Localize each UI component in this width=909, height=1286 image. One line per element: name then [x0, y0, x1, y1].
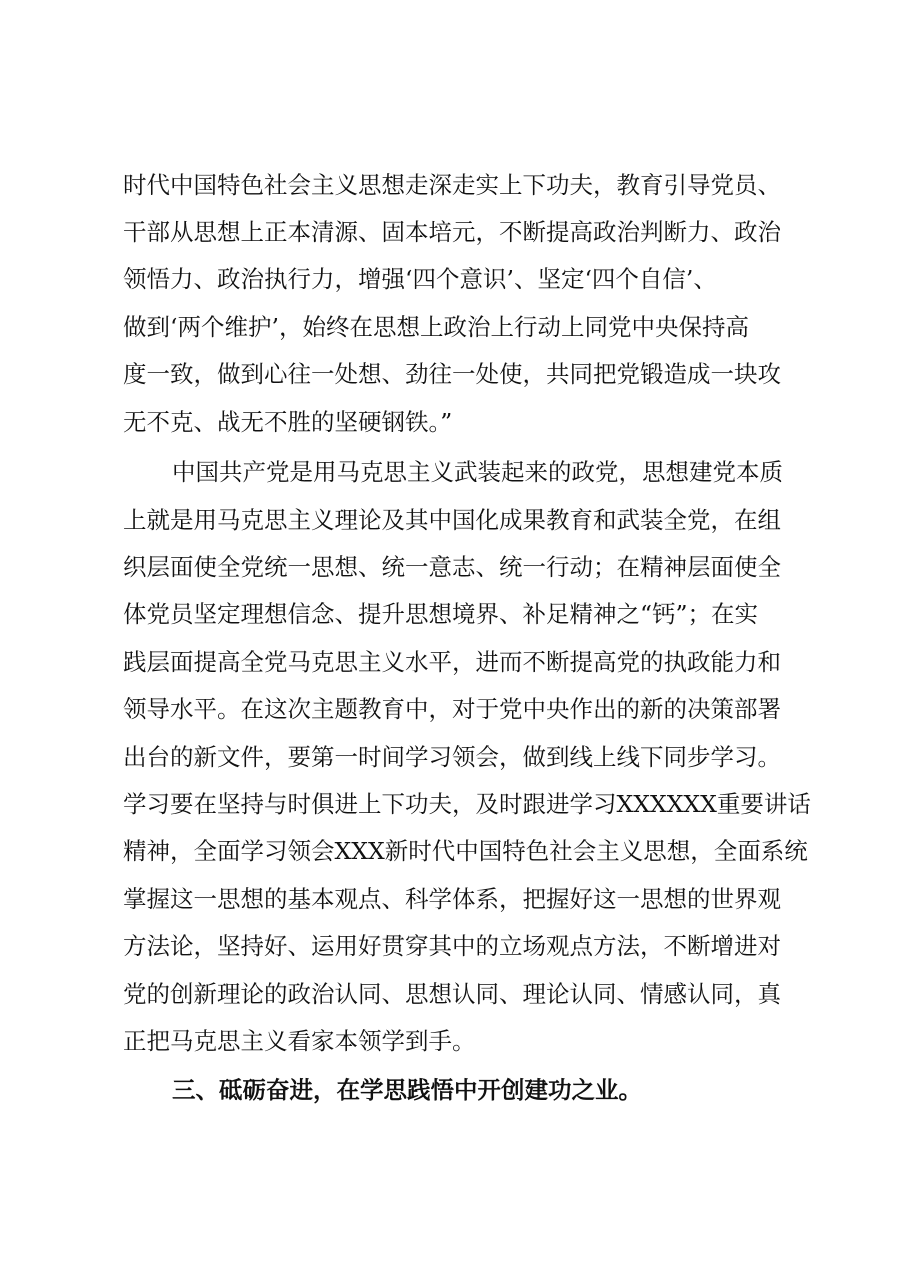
paragraph-2-line-6: 领导水平。在这次主题教育中，对于党中央作出的新的决策部署: [123, 695, 781, 723]
paragraph-2-line-2: 上就是用马克思主义理论及其中国化成果教育和武装全党，在组: [123, 506, 781, 534]
paragraph-2-line-11: 方法论，坚持好、运用好贯穿其中的立场观点方法，不断增进对: [123, 932, 781, 960]
paragraph-2-line-7: 出台的新文件，要第一时间学习领会，做到线上线下同步学习。: [123, 743, 781, 771]
paragraph-2-line-1: 中国共产党是用马克思主义武装起来的政党，思想建党本质: [172, 458, 783, 486]
paragraph-2-line-13: 正把马克思主义看家本领学到手。: [123, 1027, 476, 1055]
section-heading: 三、砥砺奋进，在学思践悟中开创建功之业。: [172, 1076, 642, 1104]
paragraph-1-line-2: 干部从思想上正本清源、固本培元，不断提高政治判断力、政治: [123, 218, 781, 246]
paragraph-2-line-9: 精神，全面学习领会XXX新时代中国特色社会主义思想，全面系统: [123, 837, 808, 865]
paragraph-1-line-6: 无不克、战无不胜的坚硬钢铁。”: [123, 408, 453, 436]
paragraph-2-line-4: 体党员坚定理想信念、提升思想境界、补足精神之“钙”；在实: [123, 600, 759, 628]
paragraph-2-line-12: 党的创新理论的政治认同、思想认同、理论认同、情感认同，真: [123, 980, 781, 1008]
paragraph-2-line-5: 践层面提高全党马克思主义水平，进而不断提高党的执政能力和: [123, 648, 781, 676]
paragraph-1-line-3: 领悟力、政治执行力，增强‘四个意识’、坚定‘四个自信’、: [123, 265, 717, 293]
paragraph-2-line-3: 织层面使全党统一思想、统一意志、统一行动；在精神层面使全: [123, 553, 781, 581]
paragraph-2-line-10: 掌握这一思想的基本观点、科学体系，把握好这一思想的世界观: [123, 885, 781, 913]
paragraph-1-line-1: 时代中国特色社会主义思想走深走实上下功夫，教育引导党员、: [123, 171, 781, 199]
paragraph-2-line-8: 学习要在坚持与时俱进上下功夫，及时跟进学习XXXXXX重要讲话: [123, 790, 811, 818]
paragraph-1-line-4: 做到‘两个维护’，始终在思想上政治上行动上同党中央保持高: [123, 313, 749, 341]
paragraph-1-line-5: 度一致，做到心往一处想、劲往一处使，共同把党锻造成一块攻: [123, 360, 781, 388]
